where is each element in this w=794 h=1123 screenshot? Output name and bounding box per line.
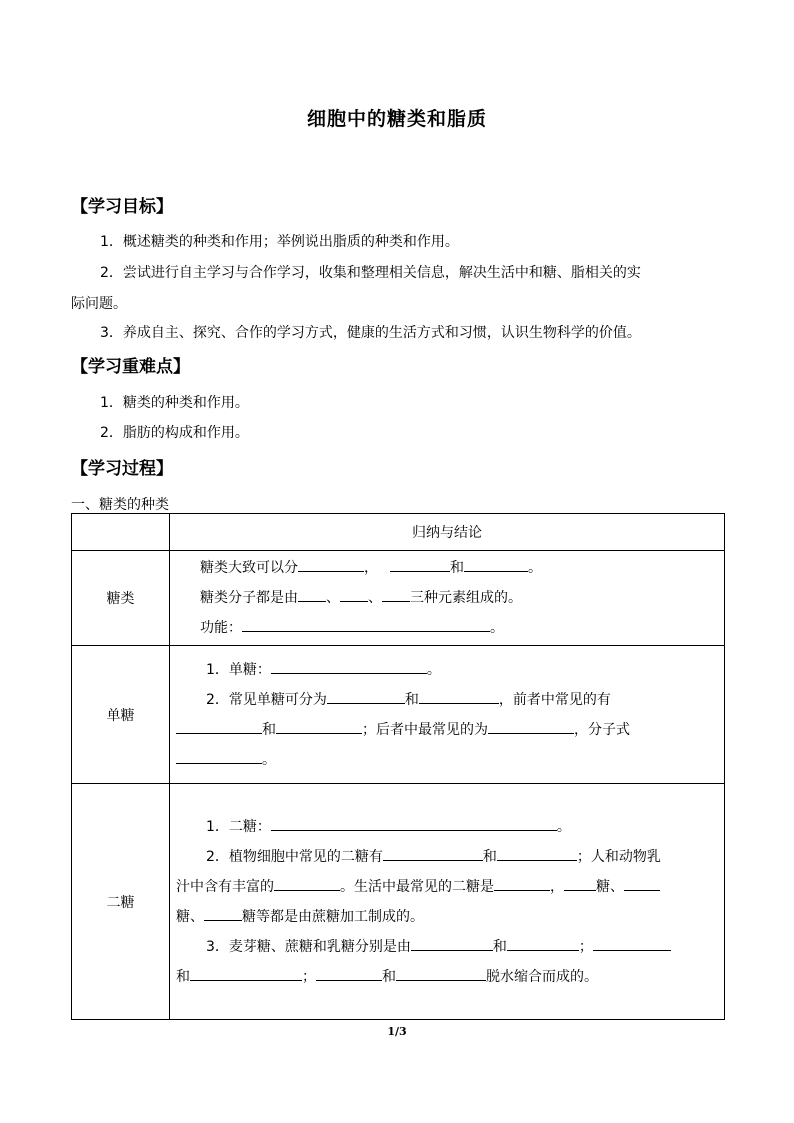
fill-blank[interactable] bbox=[497, 846, 577, 861]
page-number: 1/3 bbox=[387, 1025, 407, 1038]
fill-blank[interactable] bbox=[411, 936, 493, 951]
text: 和 bbox=[404, 691, 419, 708]
fill-blank[interactable] bbox=[298, 557, 364, 572]
fill-blank[interactable] bbox=[390, 557, 450, 572]
fill-blank[interactable] bbox=[624, 876, 660, 891]
fill-blank[interactable] bbox=[316, 966, 382, 981]
goals-heading: 【学习目标】 bbox=[71, 197, 173, 217]
table-row bbox=[72, 784, 725, 1020]
text: ； bbox=[578, 938, 593, 955]
fill-blank[interactable] bbox=[274, 876, 340, 891]
text: ，前者中常见的有 bbox=[498, 691, 611, 708]
row-content bbox=[170, 784, 725, 1020]
text: 、 bbox=[368, 590, 382, 606]
fill-blank[interactable] bbox=[271, 816, 557, 831]
goal-item-2: 2．尝试进行自主学习与合作学习，收集和整理相关信息，解决生活中和糖、脂相关的实 bbox=[100, 265, 641, 281]
fill-blank[interactable] bbox=[488, 719, 574, 734]
text: 糖等都是由蔗糖加工制成的。 bbox=[242, 908, 424, 925]
key-item-1: 1．糖类的种类和作用。 bbox=[100, 395, 249, 411]
row-label: 糖类 bbox=[72, 551, 170, 646]
text: 。 bbox=[490, 620, 504, 636]
table-header-row bbox=[72, 514, 725, 551]
fill-blank[interactable] bbox=[464, 557, 528, 572]
key-heading: 【学习重难点】 bbox=[71, 357, 190, 377]
sub-heading: 一、糖类的种类 bbox=[71, 497, 169, 513]
fill-blank[interactable] bbox=[593, 936, 671, 951]
text: 糖类大致可以分 bbox=[200, 560, 298, 576]
text: 汁中含有丰富的 bbox=[176, 878, 274, 895]
fill-blank[interactable] bbox=[507, 936, 579, 951]
text: 3．麦芽糖、蔗糖和乳糖分别是由 bbox=[206, 938, 411, 955]
fill-blank[interactable] bbox=[242, 617, 490, 632]
text: 。 bbox=[528, 560, 542, 576]
text: 糖类分子都是由 bbox=[200, 590, 298, 606]
text: 和 bbox=[176, 968, 190, 985]
process-heading: 【学习过程】 bbox=[71, 459, 173, 479]
row-label: 单糖 bbox=[72, 646, 170, 784]
row-label: 二糖 bbox=[72, 784, 170, 1020]
sugar-types-table bbox=[71, 513, 725, 1020]
text: 1．单糖： bbox=[206, 661, 271, 678]
text: 。 bbox=[426, 661, 441, 678]
text: ；后者中最常见的为 bbox=[362, 721, 488, 738]
fill-blank[interactable] bbox=[340, 587, 368, 602]
text: ；人和动物乳 bbox=[576, 848, 661, 865]
header-cell: 归纳与结论 bbox=[170, 514, 725, 551]
text: ， bbox=[364, 560, 378, 576]
fill-blank[interactable] bbox=[298, 587, 326, 602]
row-content bbox=[170, 646, 725, 784]
table-row bbox=[72, 646, 725, 784]
text: 糖、 bbox=[176, 908, 204, 925]
text: ，分子式 bbox=[574, 721, 630, 738]
text: 。生活中最常见的二糖是 bbox=[340, 878, 494, 895]
text: 1．二糖： bbox=[206, 818, 271, 835]
fill-blank[interactable] bbox=[190, 966, 302, 981]
fill-blank[interactable] bbox=[564, 876, 596, 891]
text: 2．常见单糖可分为 bbox=[206, 691, 327, 708]
fill-blank[interactable] bbox=[176, 749, 262, 764]
fill-blank[interactable] bbox=[176, 719, 262, 734]
fill-blank[interactable] bbox=[204, 906, 242, 921]
fill-blank[interactable] bbox=[276, 719, 362, 734]
text: 和 bbox=[262, 721, 276, 738]
fill-blank[interactable] bbox=[382, 587, 410, 602]
text: 、 bbox=[326, 590, 340, 606]
fill-blank[interactable] bbox=[327, 689, 405, 704]
text: 和 bbox=[450, 560, 464, 576]
fill-blank[interactable] bbox=[396, 966, 486, 981]
fill-blank[interactable] bbox=[494, 876, 550, 891]
text: 脱水缩合而成的。 bbox=[486, 968, 598, 985]
text: ； bbox=[302, 968, 316, 985]
text: 糖、 bbox=[596, 878, 624, 895]
goal-item-3: 3．养成自主、探究、合作的学习方式，健康的生活方式和习惯，认识生物科学的价值。 bbox=[100, 325, 641, 341]
text: 。 bbox=[556, 818, 571, 835]
goal-item-1: 1．概述糖类的种类和作用；举例说出脂质的种类和作用。 bbox=[100, 234, 459, 250]
fill-blank[interactable] bbox=[419, 689, 499, 704]
header-empty-cell bbox=[72, 514, 170, 551]
table-row bbox=[72, 551, 725, 646]
page-title: 细胞中的糖类和脂质 bbox=[306, 108, 487, 130]
row-content bbox=[170, 551, 725, 646]
text: ， bbox=[550, 878, 564, 895]
text: 三种元素组成的。 bbox=[410, 590, 522, 606]
text: 。 bbox=[262, 751, 276, 768]
goal-item-2-cont: 际问题。 bbox=[71, 296, 127, 312]
fill-blank[interactable] bbox=[271, 659, 427, 674]
text: 功能： bbox=[200, 620, 242, 636]
text: 和 bbox=[482, 848, 497, 865]
fill-blank[interactable] bbox=[383, 846, 483, 861]
text: 和 bbox=[382, 968, 396, 985]
text: 和 bbox=[492, 938, 507, 955]
key-item-2: 2．脂肪的构成和作用。 bbox=[100, 425, 249, 441]
text: 2．植物细胞中常见的二糖有 bbox=[206, 848, 383, 865]
